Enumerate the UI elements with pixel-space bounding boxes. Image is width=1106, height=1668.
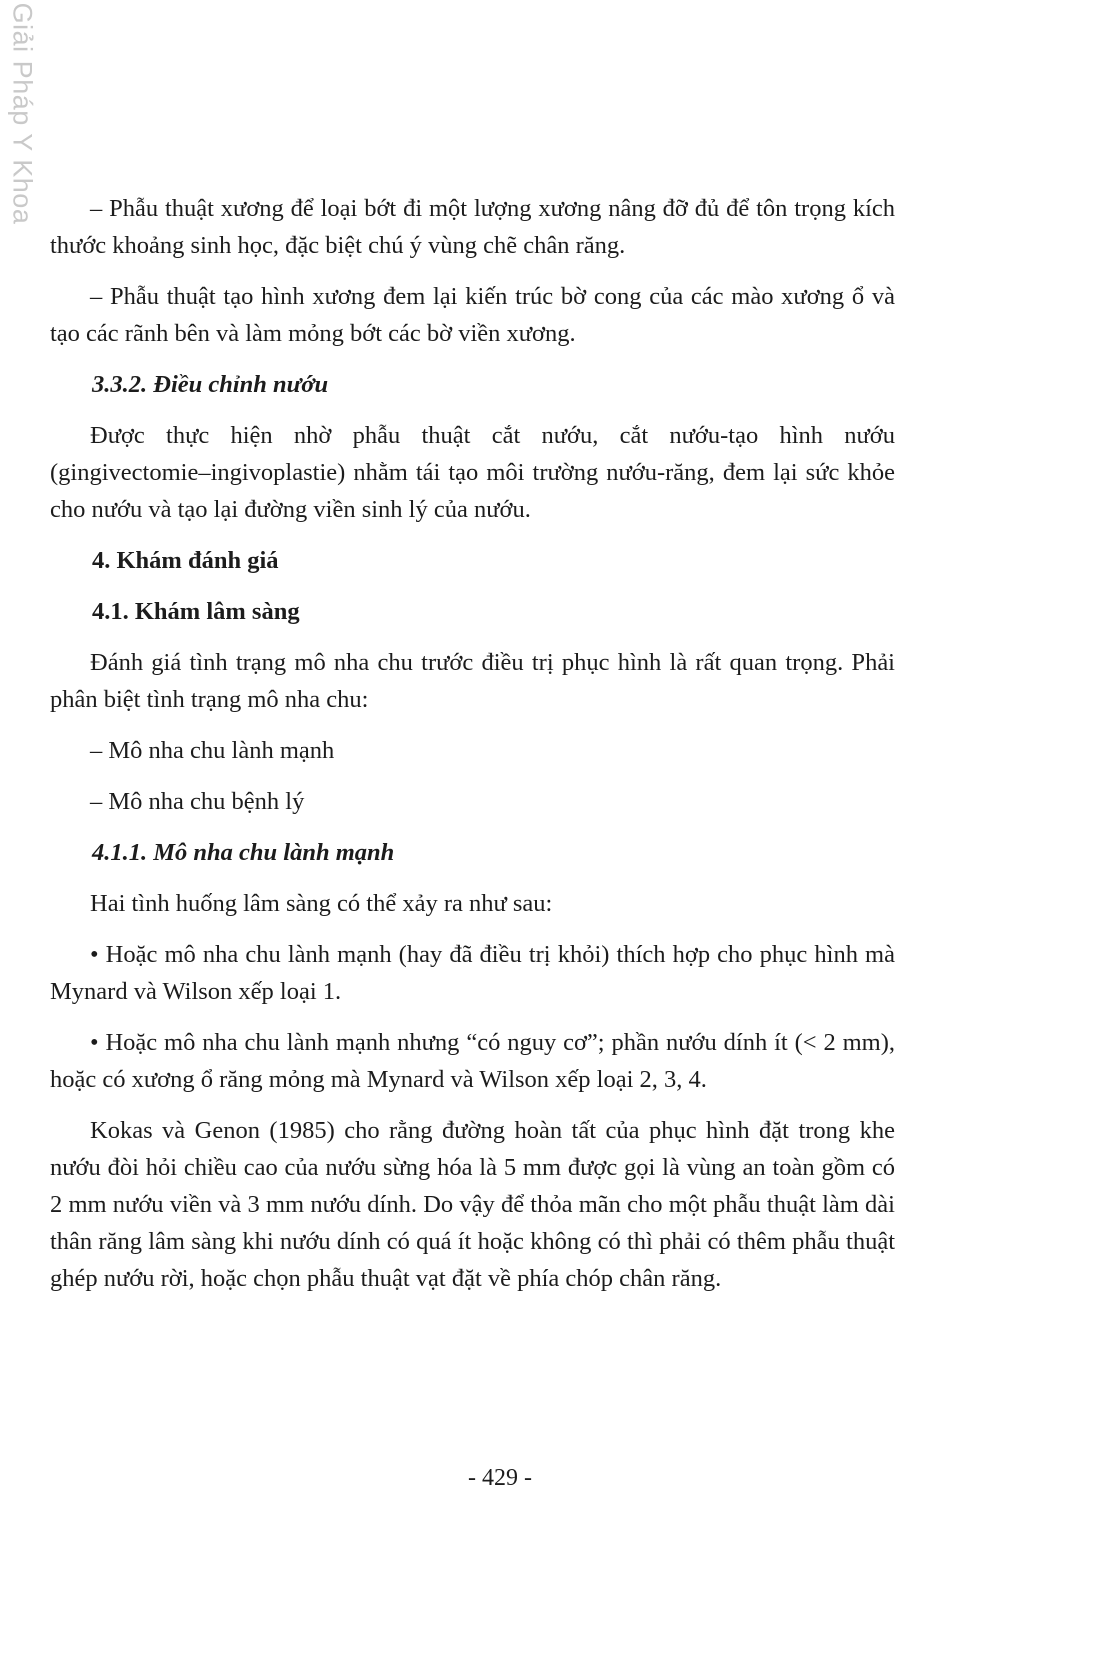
paragraph-gingivectomy: Được thực hiện nhờ phẫu thuật cắt nướu, cắt nướu-tạo hình nướu (gingivectomie–ingivoplastie) nhằm tái tạo môi trường nướu-răng, đem lại sức khỏe cho nướu và tạo lại đường viền sinh lý của nướu. <box>50 422 895 523</box>
list-item-healthy: – Mô nha chu lành mạnh <box>90 737 335 764</box>
bullet-item-class-1: • Hoặc mô nha chu lành mạnh (hay đã điều trị khỏi) thích hợp cho phục hình mà Mynard và Wilson xếp loại 1. <box>50 941 895 1005</box>
paragraph-two-situations: Hai tình huống lâm sàng có thể xảy ra như sau: <box>90 890 553 917</box>
watermark-text: Giải Pháp Y Khoa <box>7 2 38 224</box>
watermark <box>2 2 42 224</box>
section-heading-4-1-1: 4.1.1. Mô nha chu lành mạnh <box>92 839 395 866</box>
list-item-pathologic: – Mô nha chu bệnh lý <box>90 788 305 815</box>
section-heading-3-3-2: 3.3.2. Điều chỉnh nướu <box>92 371 329 398</box>
bullet-item-at-risk: • Hoặc mô nha chu lành mạnh nhưng “có nguy cơ”; phần nướu dính ít (< 2 mm), hoặc có xương ổ răng mỏng mà Mynard và Wilson xếp loại 2, 3, 4. <box>50 1029 895 1093</box>
section-heading-4: 4. Khám đánh giá <box>92 547 279 574</box>
page-body <box>50 190 895 1297</box>
paragraph-assessment: Đánh giá tình trạng mô nha chu trước điều trị phục hình là rất quan trọng. Phải phân biệt tình trạng mô nha chu: <box>50 649 895 713</box>
paragraph-kokas-genon: Kokas và Genon (1985) cho rằng đường hoàn tất của phục hình đặt trong khe nướu đòi hỏi chiều cao của nướu sừng hóa là 5 mm được gọi là vùng an toàn gồm có 2 mm nướu viền và 3 mm nướu dính. Do vậy để thỏa mãn cho một phẫu thuật làm dài thân răng lâm sàng khi nướu dính có quá ít hoặc không có thì phải có thêm phẫu thuật ghép nướu rời, hoặc chọn phẫu thuật vạt đặt về phía chóp chân răng. <box>50 1117 895 1292</box>
paragraph-bone-reshaping: – Phẫu thuật tạo hình xương đem lại kiến trúc bờ cong của các mào xương ổ và tạo các rãnh bên và làm mỏng bớt các bờ viền xương. <box>50 283 895 347</box>
section-heading-4-1: 4.1. Khám lâm sàng <box>92 598 300 625</box>
paragraph-bone-surgery: – Phẫu thuật xương để loại bớt đi một lượng xương nâng đỡ đủ để tôn trọng kích thước khoảng sinh học, đặc biệt chú ý vùng chẽ chân răng. <box>50 195 895 259</box>
page-number: - 429 - <box>468 1465 532 1491</box>
